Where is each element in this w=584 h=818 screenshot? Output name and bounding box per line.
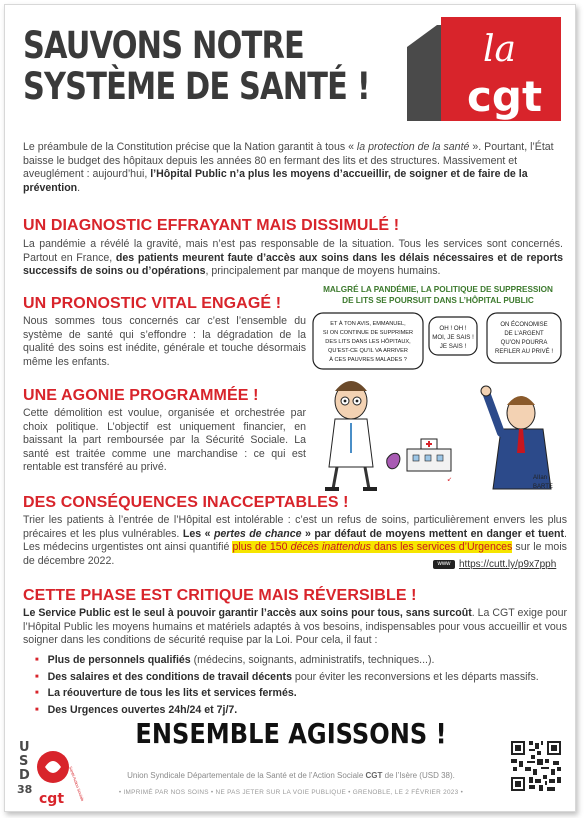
speech-bubble-3 xyxy=(487,313,561,363)
svg-text:À CES PAUVRES MALADES ?: À CES PAUVRES MALADES ? xyxy=(329,357,407,363)
svg-text:SI ON CONTINUE DE SUPPRIMER: SI ON CONTINUE DE SUPPRIMER xyxy=(322,330,414,336)
paragraph-agonie: Cette démolition est voulue, organisée et orchestrée par choix politique. L’objectif est uniquement financier, en baissant la part remboursée par la Sécurité Sociale. La santé est traitée comme une marchandise : ce qui est rentable est transféré au privé. xyxy=(23,407,306,474)
usd38-logo xyxy=(17,737,86,809)
cgt-logo xyxy=(403,17,561,129)
speech-bubble-1-text xyxy=(323,320,413,363)
small-hospital xyxy=(387,439,452,483)
cartoon-illustration xyxy=(311,283,565,497)
footer-organization: Union Syndicale Départementale de la Santé et de l’Action Sociale CGT de l’Isère (USD 38). xyxy=(127,771,455,780)
list-item: ■ La réouverture de tous les lits et services fermés. xyxy=(35,686,539,703)
doctor-figure xyxy=(325,381,377,489)
heading-consequences: DES CONSÉQUENCES INACCEPTABLES ! xyxy=(23,494,349,511)
slogan: ENSEMBLE AGISSONS ! xyxy=(135,717,447,750)
list-item: ■ Des salaires et des conditions de travail décents pour éviter les reconversions et les départs massifs. xyxy=(35,670,539,687)
cartoon-signature: AIIan xyxy=(533,475,548,481)
svg-text:DE L’ARGENT: DE L’ARGENT xyxy=(504,331,544,337)
heading-phase-critique: CETTE PHASE EST CRITIQUE MAIS RÉVERSIBLE ! xyxy=(23,587,417,604)
logo-la-text: la xyxy=(483,29,516,70)
heading-pronostic: UN PRONOSTIC VITAL ENGAGÉ ! xyxy=(23,295,282,312)
svg-text:OH ! OH !: OH ! OH ! xyxy=(439,325,467,332)
svg-text:QU’EST-CE QU’IL VA ARRIVER: QU’EST-CE QU’IL VA ARRIVER xyxy=(328,348,408,354)
svg-text:DES LITS DANS LES HÔPITAUX,: DES LITS DANS LES HÔPITAUX, xyxy=(325,339,411,345)
web-icon: www xyxy=(433,560,455,569)
svg-text:MOI, JE SAIS !: MOI, JE SAIS ! xyxy=(432,334,474,341)
svg-text:Santé Action Sociale: Santé Action Sociale xyxy=(68,765,86,802)
svg-text:ON ÉCONOMISE: ON ÉCONOMISE xyxy=(500,322,548,328)
highlight-deaths: plus de 150 décès inattendus dans les services d’Urgences xyxy=(232,541,513,554)
svg-text:REFILER AU PRIVÉ !: REFILER AU PRIVÉ ! xyxy=(494,349,554,355)
paragraph-diagnostic: La pandémie a révélé la gravité, mais n’est pas responsable de la situation. Tous les services sont concernés. Partout en France, des patients meurent faute d’accès aux soins dans les délais nécessaires et de reports successifs de soins ou d’opérations, principalement par manque de moyens humains. xyxy=(23,238,563,278)
politician-figure xyxy=(481,386,551,489)
source-link[interactable]: www https://cutt.ly/p9x7pph xyxy=(433,559,556,570)
demands-list xyxy=(35,653,539,719)
list-item: ■ Des Urgences ouvertes 24h/24 et 7j/7. xyxy=(35,703,539,720)
svg-text:QU’ON POURRA: QU’ON POURRA xyxy=(500,340,548,346)
intro-paragraph: Le préambule de la Constitution précise que la Nation garantit à tous « la protection de la santé ». Pourtant, l’État baisse le budget des hôpitaux depuis les années 80 en fermant des lits et des structures. Massivement et aveuglément : aujourd’hui, l’Hôpital Public n’a plus les moyens d’accueillir, de soigner et de faire de la prévention. xyxy=(23,141,554,194)
svg-text:U: U xyxy=(19,740,30,755)
footer-print-notice: • IMPRIMÉ PAR NOS SOINS • NE PAS JETER SUR LA VOIE PUBLIQUE • GRENOBLE, LE 2 FÉVRIER 2023 • xyxy=(118,789,464,796)
paragraph-consequences: Trier les patients à l’entrée de l’Hôpital est intolérable : c’est un refus de soins, particulièrement envers les plus précaires et les plus vulnérables. Les « pertes de chance » par défaut de moyens mettent en danger et tuent. Les médecins urgentistes ont ainsi quantifié plus de 150 décès inattendus dans les services d’Urgences sur le mois de décembre 2022. xyxy=(23,514,567,567)
svg-text:38: 38 xyxy=(17,783,33,796)
svg-text:D: D xyxy=(19,768,30,783)
tract-page xyxy=(4,4,576,812)
svg-text:cgt: cgt xyxy=(39,791,65,807)
svg-text:JE SAIS !: JE SAIS ! xyxy=(439,343,467,350)
page-title: SAUVONS NOTRE SYSTÈME DE SANTÉ ! xyxy=(23,24,370,108)
paragraph-pronostic: Nous sommes tous concernés car c’est l’ensemble du système de santé qui s’effondre : la dégradation de la qualité des soins est inédite, générale et touche désormais même les enfants. xyxy=(23,315,306,368)
heading-agonie: UNE AGONIE PROGRAMMÉE ! xyxy=(23,387,259,404)
cartoon-signature-2: BARTE xyxy=(533,484,553,490)
paragraph-phase-critique: Le Service Public est le seul à pouvoir garantir l’accès aux soins pour tous, sans surcoût. La CGT exige pour l’Hôpital Public les moyens humains et matériels adaptés à vos besoins, indispensables pour vous accueillir et vous soigner dans les conditions de sécurité requise par la Loi. Pour cela, il faut : xyxy=(23,607,568,647)
cartoon-caption-line2: DE LITS SE POURSUIT DANS L’HÔPITAL PUBLIC xyxy=(342,296,534,305)
list-item: ■ Plus de personnels qualifiés (médecins, soignants, administratifs, techniques...). xyxy=(35,653,539,670)
logo-cgt-text: cgt xyxy=(467,72,543,121)
cartoon-caption-line1: MALGRÉ LA PANDÉMIE, LA POLITIQUE DE SUPPRESSION xyxy=(323,285,553,294)
heading-diagnostic: UN DIAGNOSTIC EFFRAYANT MAIS DISSIMULÉ ! xyxy=(23,217,400,234)
qr-code[interactable] xyxy=(509,739,563,793)
svg-text:S: S xyxy=(19,754,29,769)
svg-text:↙: ↙ xyxy=(447,477,453,483)
svg-text:ET À TON AVIS, EMMANUEL,: ET À TON AVIS, EMMANUEL, xyxy=(330,321,406,327)
